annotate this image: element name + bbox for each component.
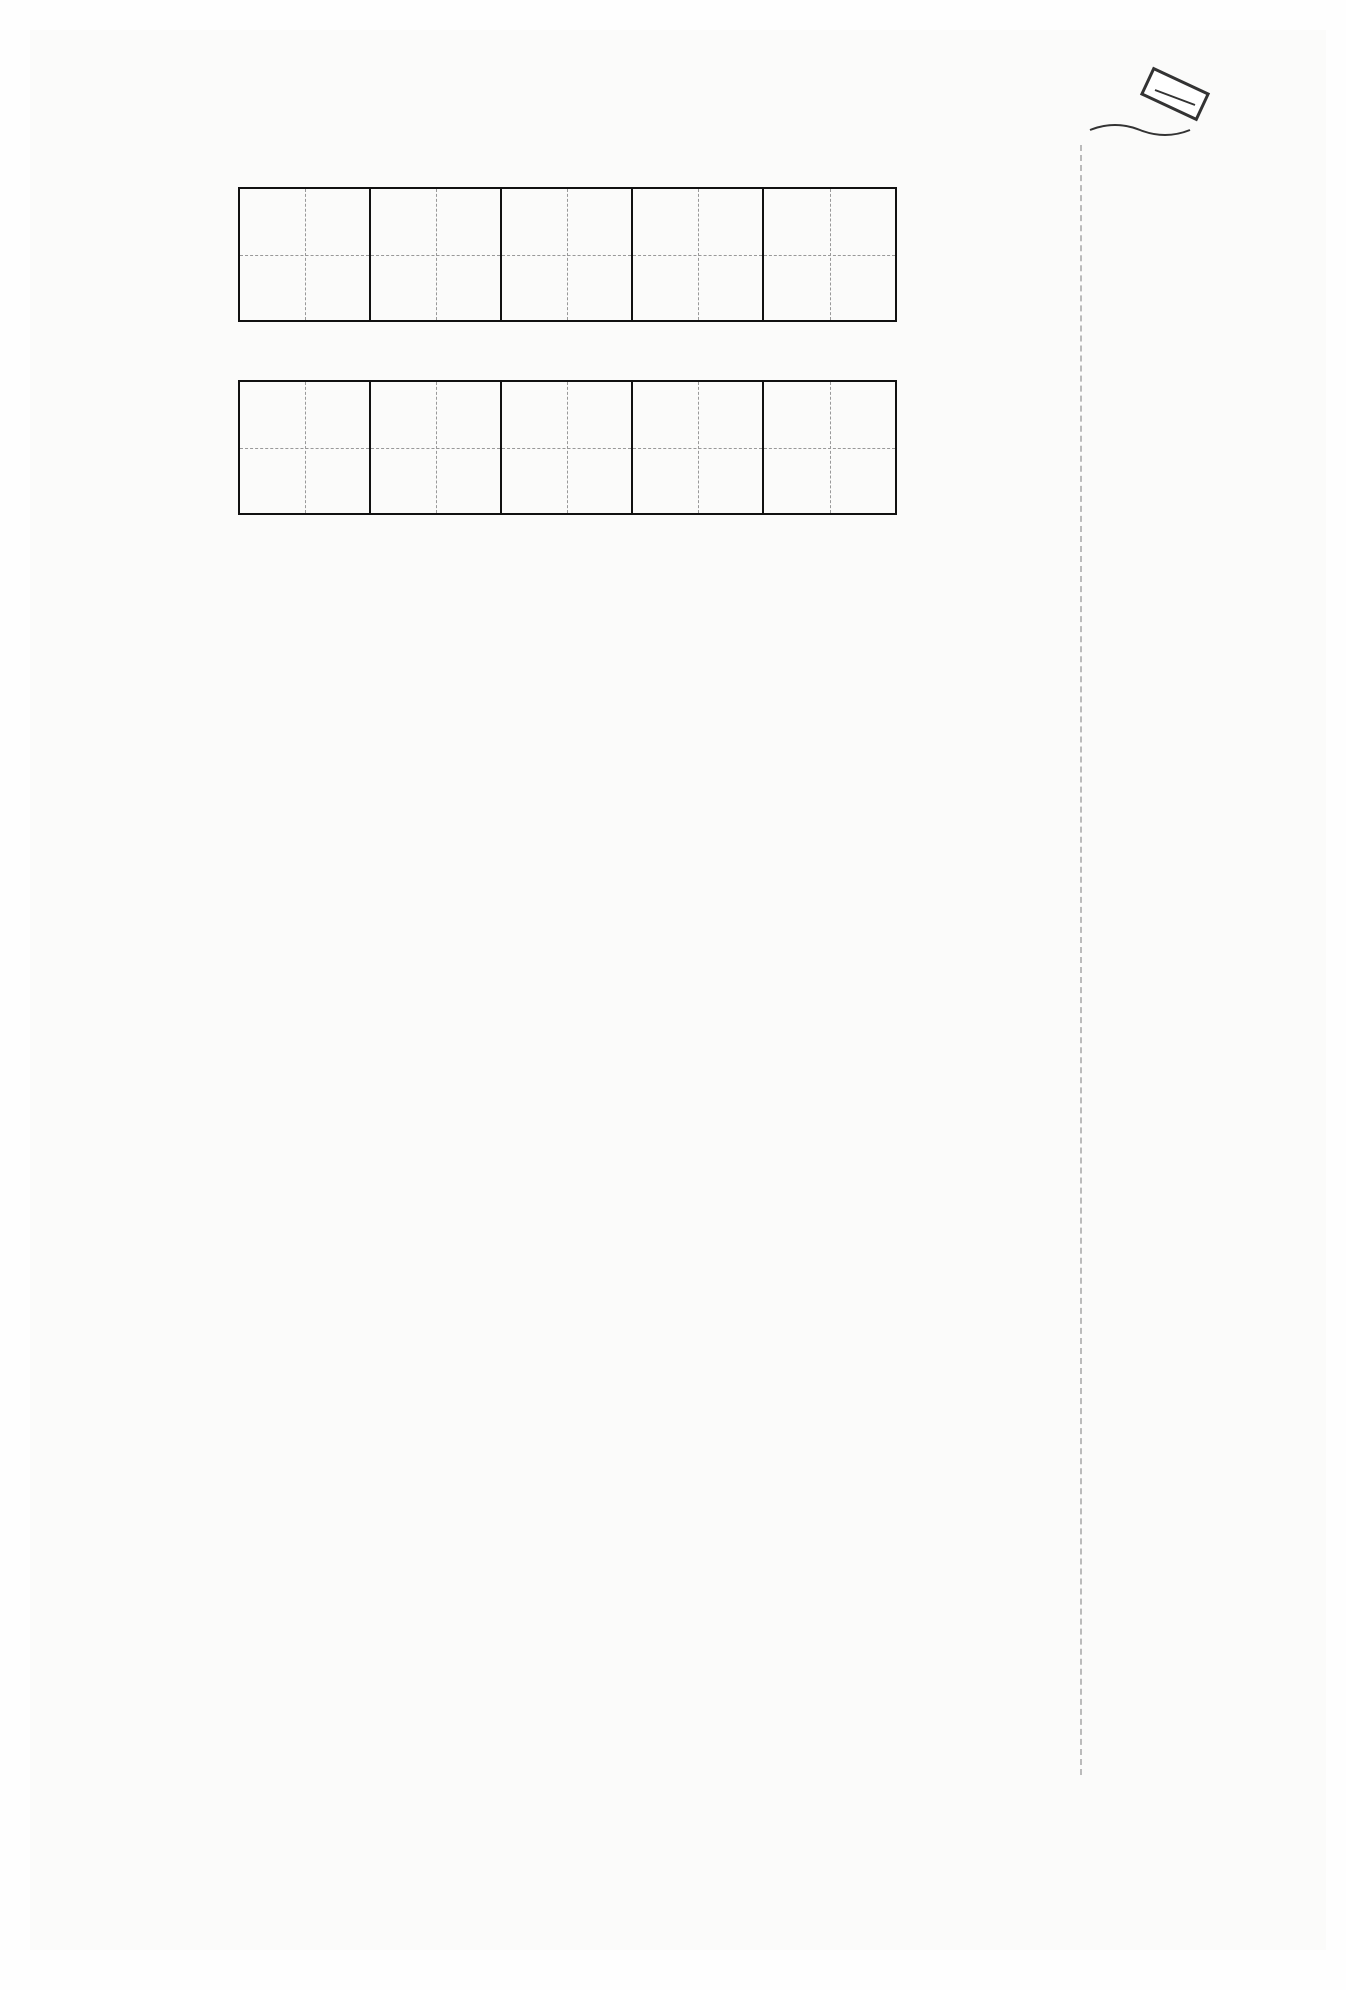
pencil-icon <box>1085 60 1315 150</box>
grid-cell <box>371 189 502 320</box>
grid-cell <box>764 382 895 513</box>
grid-cell <box>633 189 764 320</box>
writing-grid-row-2 <box>238 380 897 515</box>
grid-cell <box>502 382 633 513</box>
grid-cell <box>633 382 764 513</box>
grid-cell <box>502 189 633 320</box>
writing-grid-row-1 <box>238 187 897 322</box>
correction-column-divider <box>1080 145 1082 1775</box>
grid-cell <box>764 189 895 320</box>
grid-cell <box>371 382 502 513</box>
grid-cell <box>240 382 371 513</box>
grid-cell <box>240 189 371 320</box>
